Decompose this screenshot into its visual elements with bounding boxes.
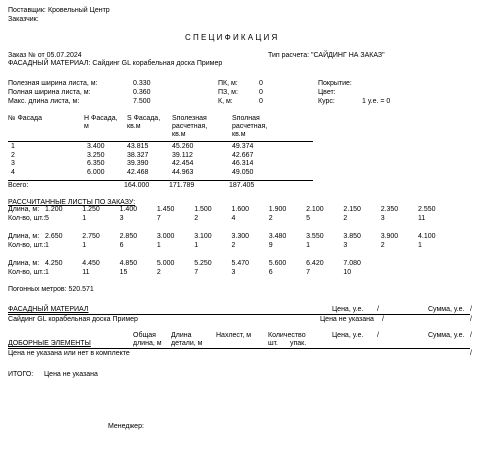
sheet-length-value: 3.300 [231, 233, 250, 240]
facade-row-4-cell-3: 42.468 [127, 168, 149, 176]
sheet-length-value: 1.400 [119, 206, 138, 213]
sheet-count-value: 3 [119, 215, 124, 222]
extras-note: Цена не указана или нет в комплекте [8, 350, 130, 357]
col-header-s-useful: Sполезная [172, 115, 207, 122]
color-label: Цвет: [318, 89, 336, 96]
facade-row-2-cell-2: 3.250 [87, 151, 105, 159]
col-header-s-full-unit: кв.м [232, 131, 246, 138]
sheet-count-value: 1 [156, 242, 161, 249]
pz-value: 0 [259, 89, 263, 96]
sheet-count-value: 5 [45, 215, 49, 222]
total-s-full: 187.405 [229, 182, 255, 189]
sheet-length-value: 1.600 [231, 206, 250, 213]
sheet-count-value: 1 [418, 242, 422, 249]
sheet-length-value: 2.850 [119, 233, 138, 240]
facade-row-4-cell-4: 44.963 [172, 168, 194, 176]
col-header-h-facade-unit: м [84, 123, 89, 130]
running-meters: Погонных метров: 520.571 [8, 286, 94, 293]
facade-row-1-cell-1: 1 [11, 143, 15, 150]
facade-section-title: ФАСАДНЫЙ МАТЕРИАЛ [8, 306, 89, 313]
k-label: К, м: [218, 98, 233, 105]
sheet-length-value: 1.900 [268, 206, 287, 213]
facade-item-price: Цена не указана [320, 316, 374, 323]
facade-row-2-cell-1: 2 [11, 151, 15, 159]
grand-total-label: ИТОГО: [8, 371, 34, 378]
sheet-length-value: 3.000 [156, 233, 175, 240]
facade-row-4-cell-1: 4 [11, 168, 15, 176]
col-header-s-full: Sполная [232, 115, 260, 122]
full-width-value: 0.360 [133, 89, 151, 96]
sheet-count-value: 4 [231, 215, 236, 222]
sheet-length-value: 1.450 [156, 206, 175, 213]
sheet-length-value: 4.250 [45, 260, 63, 267]
sheet-count-value: 7 [156, 215, 161, 222]
sheet-length-value: 5.250 [194, 260, 212, 267]
sheet-count-value: 15 [119, 269, 128, 276]
col-header-s-full-2: расчетная, [232, 123, 268, 130]
header-separator: / [377, 332, 379, 339]
sheet-count-value: 6 [119, 242, 124, 249]
sheet-length-value: 3.850 [343, 233, 361, 240]
col-qty-pcs: шт. [268, 340, 278, 347]
sheet-length-value: 2.550 [418, 206, 436, 213]
sheet-count-value: 6 [268, 269, 273, 276]
facade-price-header: Цена, у.е. [332, 306, 364, 313]
sheet-length-value: 7.080 [343, 260, 361, 267]
sheet-count-value: 1 [82, 242, 87, 249]
customer-label: Заказчик: [8, 16, 39, 23]
sheet-length-value: 1.200 [45, 206, 63, 213]
sheet-length-value: 5.600 [268, 260, 287, 267]
facade-row-3-cell-1: 3 [11, 160, 15, 168]
row-separator: / [470, 350, 472, 357]
sheet-length-label: Длина, м: [8, 260, 40, 267]
pk-value: 0 [259, 80, 263, 87]
row-separator: / [382, 316, 384, 323]
table-header-divider [8, 141, 313, 142]
header-separator: / [470, 332, 472, 339]
header-separator: / [377, 306, 379, 313]
facade-row-2-cell-4: 39.112 [172, 151, 193, 159]
facade-row-1-cell-4: 45.260 [172, 143, 194, 150]
facade-row-3-cell-3: 39.390 [127, 160, 149, 168]
col-qty-pack: упак. [290, 340, 307, 347]
facade-row-2-cell-5: 42.667 [232, 151, 254, 159]
facade-material-line: ФАСАДНЫЙ МАТЕРИАЛ: Сайдинг GL корабельная доска Пример [8, 60, 223, 67]
supplier-label: Поставщик: [8, 7, 46, 14]
sheet-count-value: 1 [45, 269, 49, 276]
max-length-value: 7.500 [133, 98, 151, 105]
sheet-length-value: 4.850 [119, 260, 138, 267]
col-header-h-facade: H Фасада, [84, 115, 118, 122]
facade-row-1-cell-5: 49.374 [232, 143, 254, 150]
facade-row-3-cell-2: 6.350 [87, 160, 105, 168]
col-total-length-unit: длина, м [133, 340, 162, 347]
sheet-count-label: Кол-во, шт.: [8, 215, 46, 222]
facade-row-4-cell-2: 6.000 [87, 168, 105, 176]
sheet-count-value: 1 [194, 242, 199, 249]
sheet-count-value: 5 [306, 215, 310, 222]
sheet-count-value: 1 [306, 242, 310, 249]
facade-item-name: Сайдинг GL корабельная доска Пример [8, 316, 138, 323]
pk-label: ПК, м: [218, 80, 238, 87]
total-s-useful: 171.789 [169, 182, 195, 189]
sheet-count-value: 1 [45, 242, 49, 249]
rate-label: Курс: [318, 98, 335, 105]
col-part-length-unit: детали, м [171, 340, 203, 347]
k-value: 0 [259, 98, 263, 105]
calc-type: Тип расчета: "САЙДИНГ НА ЗАКАЗ" [268, 52, 385, 59]
sheet-length-value: 1.250 [82, 206, 100, 213]
sheet-count-value: 9 [268, 242, 273, 249]
sheet-count-value: 7 [194, 269, 199, 276]
sheet-count-label: Кол-во, шт.: [8, 269, 46, 276]
sheet-count-value: 3 [343, 242, 348, 249]
col-sum: Сумма, у.е. [428, 332, 465, 339]
full-width-label: Полная ширина листа, м: [8, 89, 91, 96]
rate-value: 1 у.е. = 0 [362, 98, 391, 105]
manager-label: Менеджер: [108, 423, 144, 430]
useful-width-label: Полезная ширина листа, м: [8, 80, 98, 87]
sheet-length-value: 2.650 [45, 233, 63, 240]
order-number: Заказ № от 05.07.2024 [8, 52, 82, 59]
col-header-s-facade-unit: кв.м [127, 123, 141, 130]
sheet-length-value: 2.100 [306, 206, 324, 213]
sheet-count-value: 2 [156, 269, 161, 276]
total-s-facade: 164.000 [124, 182, 150, 189]
header-separator: / [470, 306, 472, 313]
coating-label: Покрытие: [318, 80, 352, 87]
facade-sum-header: Сумма, у.е. [428, 306, 465, 313]
sheet-count-value: 3 [380, 215, 385, 222]
table-total-divider [8, 180, 313, 181]
grand-total-value: Цена не указана [44, 371, 98, 378]
sheet-count-value: 11 [418, 215, 426, 222]
facade-row-1-cell-3: 43.815 [127, 143, 149, 150]
facade-row-3-cell-5: 46.314 [232, 160, 254, 168]
col-qty: Количество [268, 332, 306, 339]
sheet-count-value: 2 [268, 215, 273, 222]
sheet-count-label: Кол-во, шт.: [8, 242, 46, 249]
sheet-length-value: 2.350 [380, 206, 399, 213]
col-total-length: Общая [133, 332, 156, 339]
row-separator: / [470, 316, 472, 323]
facade-row-4-cell-5: 49.050 [232, 168, 254, 176]
col-header-s-facade: S Фасада, [127, 115, 161, 122]
facade-section-divider [8, 314, 470, 315]
sheet-length-value: 3.480 [268, 233, 287, 240]
sheet-length-value: 3.100 [194, 233, 212, 240]
facade-row-1-cell-2: 3.400 [87, 143, 105, 150]
sheet-length-value: 2.150 [343, 206, 361, 213]
sheet-length-value: 5.470 [231, 260, 250, 267]
col-header-s-useful-2: расчетная, [172, 123, 208, 130]
col-header-facade-no: № Фасада [8, 115, 43, 122]
col-part-length: Длина [171, 332, 192, 339]
col-price: Цена, у.е. [332, 332, 364, 339]
max-length-label: Макс. длина листа, м: [8, 98, 80, 105]
sheet-length-value: 3.900 [380, 233, 399, 240]
col-header-s-useful-unit: кв.м [172, 131, 186, 138]
sheet-length-value: 2.750 [82, 233, 100, 240]
total-label: Всего: [8, 182, 29, 189]
sheet-length-value: 5.000 [156, 260, 175, 267]
pz-label: ПЗ, м: [218, 89, 238, 96]
sheet-length-label: Длина, м: [8, 233, 40, 240]
sheet-length-label: Длина, м: [8, 206, 40, 213]
sheet-length-value: 3.550 [306, 233, 324, 240]
col-overlap: Нахлест, м [216, 332, 252, 339]
extras-section-divider [8, 348, 470, 349]
sheet-length-value: 6.420 [306, 260, 324, 267]
facade-row-3-cell-4: 42.454 [172, 160, 194, 168]
sheet-count-value: 11 [82, 269, 90, 276]
sheet-length-value: 4.100 [418, 233, 436, 240]
sheet-count-value: 10 [343, 269, 352, 276]
extras-section-title: ДОБОРНЫЕ ЭЛЕМЕНТЫ [8, 340, 91, 347]
document-title: С П Е Ц И Ф И К А Ц И Я [185, 33, 278, 42]
useful-width-value: 0.330 [133, 80, 151, 87]
sheet-length-value: 1.500 [194, 206, 212, 213]
sheet-count-value: 2 [343, 215, 348, 222]
sheet-count-value: 2 [194, 215, 199, 222]
sheets-title: РАССЧИТАННЫЕ ЛИСТЫ ПО ЗАКАЗУ: [8, 199, 136, 206]
sheet-count-value: 7 [306, 269, 310, 276]
sheet-length-value: 4.450 [82, 260, 100, 267]
sheet-count-value: 3 [231, 269, 236, 276]
sheet-count-value: 2 [231, 242, 236, 249]
sheet-count-value: 1 [82, 215, 87, 222]
facade-row-2-cell-3: 38.327 [127, 151, 149, 159]
sheet-count-value: 2 [380, 242, 385, 249]
supplier-value: Кровельный Центр [48, 7, 110, 14]
